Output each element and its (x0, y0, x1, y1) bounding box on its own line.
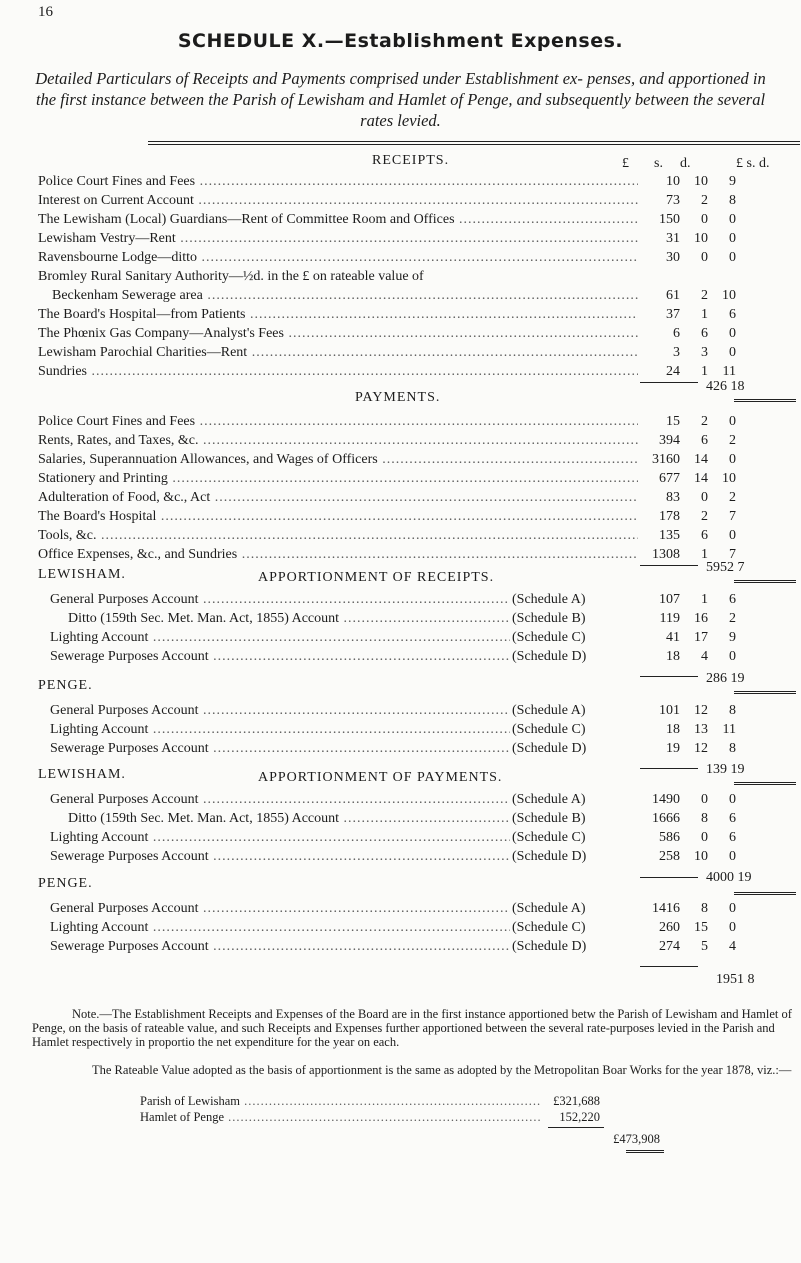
ledger-row (38, 545, 738, 564)
payments-subtotal-rule (640, 565, 698, 566)
ledger-row (50, 739, 738, 758)
pounds-value: 258 (638, 847, 680, 866)
payments-heading: PAYMENTS. (355, 390, 441, 405)
rateable-value-total-rule (626, 1150, 664, 1155)
pounds-value: 1666 (638, 809, 680, 828)
payments-penge-heading: PENGE. (38, 876, 93, 891)
pounds-value: 677 (638, 469, 680, 488)
shillings-value: 6 (684, 526, 708, 545)
ledger-row (38, 248, 738, 267)
shillings-value: 12 (684, 701, 708, 720)
receipts-heading: RECEIPTS. (372, 153, 450, 168)
pence-value: 0 (712, 248, 736, 267)
shillings-value: 12 (684, 739, 708, 758)
schedule-ref: (Schedule D) (512, 849, 587, 864)
ledger-row (38, 210, 738, 229)
row-label: Lewisham Vestry—Rent ..... (38, 229, 638, 248)
pence-value: 6 (712, 828, 736, 847)
shillings-value: 1 (684, 590, 708, 609)
schedule-ref: (Schedule B) (512, 811, 586, 826)
payments-lewisham-total-rule (734, 892, 796, 897)
pence-column-header: d. (680, 156, 691, 171)
shillings-value: 2 (684, 286, 708, 305)
shillings-value: 14 (684, 450, 708, 469)
pence-value: 8 (712, 701, 736, 720)
ledger-row (38, 507, 738, 526)
pounds-value: 10 (638, 172, 680, 191)
pounds-value: 586 (638, 828, 680, 847)
shillings-value: 0 (684, 210, 708, 229)
page-number: 16 (38, 4, 53, 20)
shillings-value: 16 (684, 609, 708, 628)
ledger-row (38, 412, 738, 431)
pence-value: 0 (712, 647, 736, 666)
pence-value: 0 (712, 918, 736, 937)
pounds-value: 1490 (638, 790, 680, 809)
pounds-value: 30 (638, 248, 680, 267)
shillings-value: 6 (684, 431, 708, 450)
ledger-row (50, 899, 738, 918)
ledger-row (50, 628, 738, 647)
ledger-row (38, 343, 738, 362)
row-label: Sewerage Purposes Account ..... (50, 739, 510, 758)
schedule-ref: (Schedule A) (512, 792, 586, 807)
shillings-value: 13 (684, 720, 708, 739)
pence-value: 0 (712, 790, 736, 809)
shillings-value: 0 (684, 248, 708, 267)
pence-value: 0 (712, 450, 736, 469)
pounds-value: 3 (638, 343, 680, 362)
rateable-value-label: Hamlet of Penge ..... (140, 1110, 540, 1125)
row-label: Sewerage Purposes Account ..... (50, 847, 510, 866)
ledger-row (38, 450, 738, 469)
pence-value: 0 (712, 229, 736, 248)
row-label: Police Court Fines and Fees ..... (38, 172, 638, 191)
receipts-lewisham-total: 286 19 (706, 671, 745, 686)
ledger-row (50, 828, 738, 847)
shillings-value: 10 (684, 229, 708, 248)
pounds-value: 101 (638, 701, 680, 720)
pounds-value: 394 (638, 431, 680, 450)
ledger-row (38, 469, 738, 488)
row-label: Bromley Rural Sanitary Authority—½d. in the £ on rateable value of (38, 269, 424, 284)
shillings-value: 10 (684, 847, 708, 866)
pence-value: 6 (712, 590, 736, 609)
schedule-ref: (Schedule C) (512, 920, 586, 935)
row-label: General Purposes Account ..... (50, 899, 510, 918)
shillings-value: 8 (684, 899, 708, 918)
pounds-value: 178 (638, 507, 680, 526)
shillings-value: 14 (684, 469, 708, 488)
note-paragraph-rateable-value: The Rateable Value adopted as the basis of apportionment is the same as adopted by the Metropolitan Boar Works for the year 1878, viz.:— (92, 1063, 792, 1077)
ledger-row (68, 809, 738, 828)
row-label: General Purposes Account ..... (50, 790, 510, 809)
pounds-value: 18 (638, 647, 680, 666)
rateable-value-row (140, 1110, 600, 1125)
row-label: The Lewisham (Local) Guardians—Rent of Committee Room and Offices ..... (38, 210, 638, 229)
pence-value: 7 (712, 545, 736, 564)
row-label: Beckenham Sewerage area ..... (52, 286, 638, 305)
rateable-value-row (140, 1094, 600, 1109)
payments-lewisham-subtotal-rule (640, 877, 698, 878)
row-label: Tools, &c. ..... (38, 526, 638, 545)
pounds-value: 18 (638, 720, 680, 739)
payments-lewisham-heading: LEWISHAM. (38, 767, 126, 782)
pounds-value: 1416 (638, 899, 680, 918)
pounds-value: 274 (638, 937, 680, 956)
schedule-ref: (Schedule A) (512, 901, 586, 916)
ledger-row (50, 590, 738, 609)
pence-value: 2 (712, 609, 736, 628)
pence-value: 8 (712, 739, 736, 758)
row-label: Adulteration of Food, &c., Act ..... (38, 488, 638, 507)
shillings-value: 6 (684, 324, 708, 343)
receipts-subtotal-rule (640, 382, 698, 383)
receipts-penge-subtotal-rule (640, 768, 698, 769)
ledger-row (38, 305, 738, 324)
pounds-value: 260 (638, 918, 680, 937)
payments-total-rule (734, 580, 796, 585)
rateable-value-label: Parish of Lewisham ..... (140, 1094, 540, 1109)
pounds-value: 73 (638, 191, 680, 210)
pounds-value: 41 (638, 628, 680, 647)
pounds-value: 119 (638, 609, 680, 628)
pence-value: 6 (712, 305, 736, 324)
pence-value: 8 (712, 191, 736, 210)
ledger-row (38, 229, 738, 248)
pounds-value: 83 (638, 488, 680, 507)
shillings-value: 15 (684, 918, 708, 937)
schedule-ref: (Schedule C) (512, 722, 586, 737)
row-label: The Board's Hospital ..... (38, 507, 638, 526)
pence-value: 11 (712, 720, 736, 739)
payments-lewisham-total: 4000 19 (706, 870, 752, 885)
ledger-row (50, 647, 738, 666)
row-label: Lighting Account ..... (50, 828, 510, 847)
row-label: Police Court Fines and Fees ..... (38, 412, 638, 431)
schedule-ref: (Schedule C) (512, 630, 586, 645)
schedule-ref: (Schedule B) (512, 611, 586, 626)
row-label: Stationery and Printing ..... (38, 469, 638, 488)
payments-penge-subtotal-rule (640, 966, 698, 967)
shillings-value: 1 (684, 545, 708, 564)
pence-value: 7 (712, 507, 736, 526)
ledger-row (38, 191, 738, 210)
ledger-row (50, 937, 738, 956)
header-rule (148, 144, 800, 145)
pounds-value: 37 (638, 305, 680, 324)
page-subtitle: Detailed Particulars of Receipts and Payments comprised under Establishment ex- penses, and apportioned in the first instance between the Parish of Lewisham and Hamlet of Penge, and subsequently between the several rates levied. (35, 69, 766, 130)
ledger-row (38, 488, 738, 507)
pence-value: 11 (712, 362, 736, 381)
pence-value: 2 (712, 431, 736, 450)
shillings-value: 4 (684, 647, 708, 666)
ledger-row (50, 847, 738, 866)
shillings-value: 8 (684, 809, 708, 828)
page-title: SCHEDULE X.—Establishment Expenses. (177, 30, 624, 52)
receipts-penge-total: 139 19 (706, 762, 745, 777)
shillings-value: 1 (684, 305, 708, 324)
ledger-row (50, 790, 738, 809)
ledger-row (50, 720, 738, 739)
row-label: Lighting Account ..... (50, 628, 510, 647)
header-rule (148, 141, 800, 142)
ledger-row (68, 609, 738, 628)
schedule-ref: (Schedule D) (512, 939, 587, 954)
pounds-value: 61 (638, 286, 680, 305)
note-paragraph: Note.—The Establishment Receipts and Expenses of the Board are in the first instance apportioned betw the Parish of Lewisham and Hamlet of Penge, on the basis of rateable value, and such Receipts and Expenses further apportioned between the several rate-purposes levied in the Parish and Hamlet respectively in proportio the net expenditure for the year on each. (32, 1007, 792, 1049)
pounds-value: 31 (638, 229, 680, 248)
pence-value: 0 (712, 847, 736, 866)
pence-value: 6 (712, 809, 736, 828)
schedule-ref: (Schedule D) (512, 649, 587, 664)
pounds-value: 1308 (638, 545, 680, 564)
pounds-value: 15 (638, 412, 680, 431)
shillings-value: 0 (684, 488, 708, 507)
row-label: Ditto (159th Sec. Met. Man. Act, 1855) Account ..... (68, 609, 510, 628)
ledger-row (38, 267, 738, 286)
schedule-ref: (Schedule A) (512, 592, 586, 607)
pounds-value: 19 (638, 739, 680, 758)
pence-value: 0 (712, 210, 736, 229)
receipts-lewisham-subtotal-rule (640, 676, 698, 677)
row-label: General Purposes Account ..... (50, 701, 510, 720)
shillings-value: 2 (684, 507, 708, 526)
pence-value: 0 (712, 343, 736, 362)
shillings-value: 0 (684, 790, 708, 809)
pounds-column-header: £ (622, 156, 629, 171)
pence-value: 0 (712, 324, 736, 343)
rateable-value-amount: £321,688 (553, 1094, 600, 1108)
pounds-value: 135 (638, 526, 680, 545)
pence-value: 0 (712, 412, 736, 431)
apportionment-payments-heading: APPORTIONMENT OF PAYMENTS. (258, 770, 503, 785)
receipts-total-rule (734, 399, 796, 404)
shillings-value: 10 (684, 172, 708, 191)
row-label: Rents, Rates, and Taxes, &c. ..... (38, 431, 638, 450)
shillings-value: 2 (684, 191, 708, 210)
payments-penge-total: 1951 8 (716, 972, 755, 987)
row-label: Ditto (159th Sec. Met. Man. Act, 1855) Account ..... (68, 809, 510, 828)
shillings-value: 3 (684, 343, 708, 362)
receipts-penge-heading: PENGE. (38, 678, 93, 693)
receipts-penge-total-rule (734, 782, 796, 787)
pounds-value: 6 (638, 324, 680, 343)
shillings-value: 2 (684, 412, 708, 431)
pounds-value: 107 (638, 590, 680, 609)
ledger-row (52, 286, 738, 305)
row-label: Interest on Current Account ..... (38, 191, 638, 210)
pence-value: 10 (712, 469, 736, 488)
shillings-value: 1 (684, 362, 708, 381)
row-label: Office Expenses, &c., and Sundries ..... (38, 545, 638, 564)
total-column-header: £ s. d. (736, 156, 770, 171)
pounds-value: 3160 (638, 450, 680, 469)
pence-value: 0 (712, 526, 736, 545)
shillings-column-header: s. (654, 156, 663, 171)
row-label: Sewerage Purposes Account ..... (50, 937, 510, 956)
receipts-lewisham-total-rule (734, 691, 796, 696)
ledger-row (38, 362, 738, 381)
shillings-value: 0 (684, 828, 708, 847)
ledger-row (50, 701, 738, 720)
pence-value: 0 (712, 899, 736, 918)
row-label: The Board's Hospital—from Patients ..... (38, 305, 638, 324)
rateable-value-total: £473,908 (613, 1132, 660, 1146)
ledger-row (38, 431, 738, 450)
pounds-value: 24 (638, 362, 680, 381)
pence-value: 10 (712, 286, 736, 305)
pence-value: 9 (712, 628, 736, 647)
rateable-value-amount: 152,220 (559, 1110, 600, 1124)
receipts-total: 426 18 (706, 379, 745, 394)
row-label: Sundries ..... (38, 362, 638, 381)
row-label: Ravensbourne Lodge—ditto ..... (38, 248, 638, 267)
shillings-value: 5 (684, 937, 708, 956)
pence-value: 4 (712, 937, 736, 956)
ledger-row (50, 918, 738, 937)
ledger-row (38, 172, 738, 191)
shillings-value: 17 (684, 628, 708, 647)
pounds-value: 150 (638, 210, 680, 229)
pence-value: 2 (712, 488, 736, 507)
schedule-ref: (Schedule D) (512, 741, 587, 756)
rateable-value-rule (548, 1127, 604, 1128)
schedule-ref: (Schedule C) (512, 830, 586, 845)
schedule-ref: (Schedule A) (512, 703, 586, 718)
row-label: Lighting Account ..... (50, 720, 510, 739)
ledger-row (38, 324, 738, 343)
row-label: Lighting Account ..... (50, 918, 510, 937)
row-label: Lewisham Parochial Charities—Rent ..... (38, 343, 638, 362)
pence-value: 9 (712, 172, 736, 191)
row-label: The Phœnix Gas Company—Analyst's Fees ..... (38, 324, 638, 343)
apportionment-receipts-heading: APPORTIONMENT OF RECEIPTS. (258, 570, 495, 585)
row-label: Salaries, Superannuation Allowances, and Wages of Officers ..... (38, 450, 638, 469)
ledger-row (38, 526, 738, 545)
row-label: General Purposes Account ..... (50, 590, 510, 609)
receipts-lewisham-heading: LEWISHAM. (38, 567, 126, 582)
row-label: Sewerage Purposes Account ..... (50, 647, 510, 666)
payments-total: 5952 7 (706, 560, 745, 575)
